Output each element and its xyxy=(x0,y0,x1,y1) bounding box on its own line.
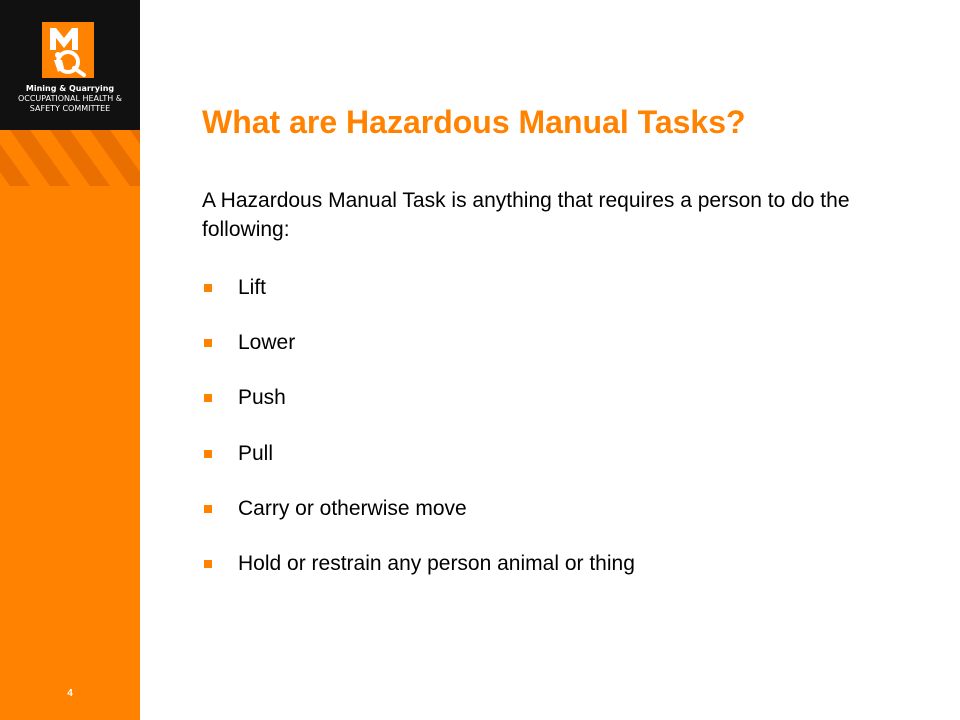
list-item xyxy=(202,548,635,580)
list-item-text: Carry or otherwise move xyxy=(238,496,467,520)
list-item xyxy=(202,493,635,525)
square-bullet-icon xyxy=(204,560,212,568)
list-item xyxy=(202,438,635,470)
mq-logo xyxy=(42,22,94,78)
list-item xyxy=(202,382,635,414)
square-bullet-icon xyxy=(204,339,212,347)
list-item-text: Push xyxy=(238,386,286,410)
bullet-list xyxy=(202,272,635,603)
slide-title: What are Hazardous Manual Tasks? xyxy=(202,104,746,140)
decorative-stripes xyxy=(0,130,140,186)
logo-header xyxy=(0,0,140,130)
page-number: 4 xyxy=(67,688,73,699)
list-item-text: Lower xyxy=(238,331,296,355)
list-item-text: Pull xyxy=(238,441,274,465)
intro-text: A Hazardous Manual Task is anything that requires a person to do the following: xyxy=(202,189,850,241)
list-item-text: Lift xyxy=(238,276,267,299)
mq-logo-icon xyxy=(42,22,94,78)
organization-name xyxy=(4,84,136,114)
sidebar xyxy=(0,0,140,720)
list-item-text: Hold or restrain any person animal or thing xyxy=(238,551,635,575)
square-bullet-icon xyxy=(204,505,212,513)
square-bullet-icon xyxy=(204,394,212,402)
list-item xyxy=(202,272,635,304)
org-name-line-2: OCCUPATIONAL HEALTH & xyxy=(17,94,123,103)
square-bullet-icon xyxy=(204,450,212,458)
list-item xyxy=(202,327,635,359)
square-bullet-icon xyxy=(204,284,212,292)
org-name-line-1: Mining & Quarrying xyxy=(25,84,115,93)
org-name-line-3: SAFETY COMMITTEE xyxy=(29,104,111,113)
